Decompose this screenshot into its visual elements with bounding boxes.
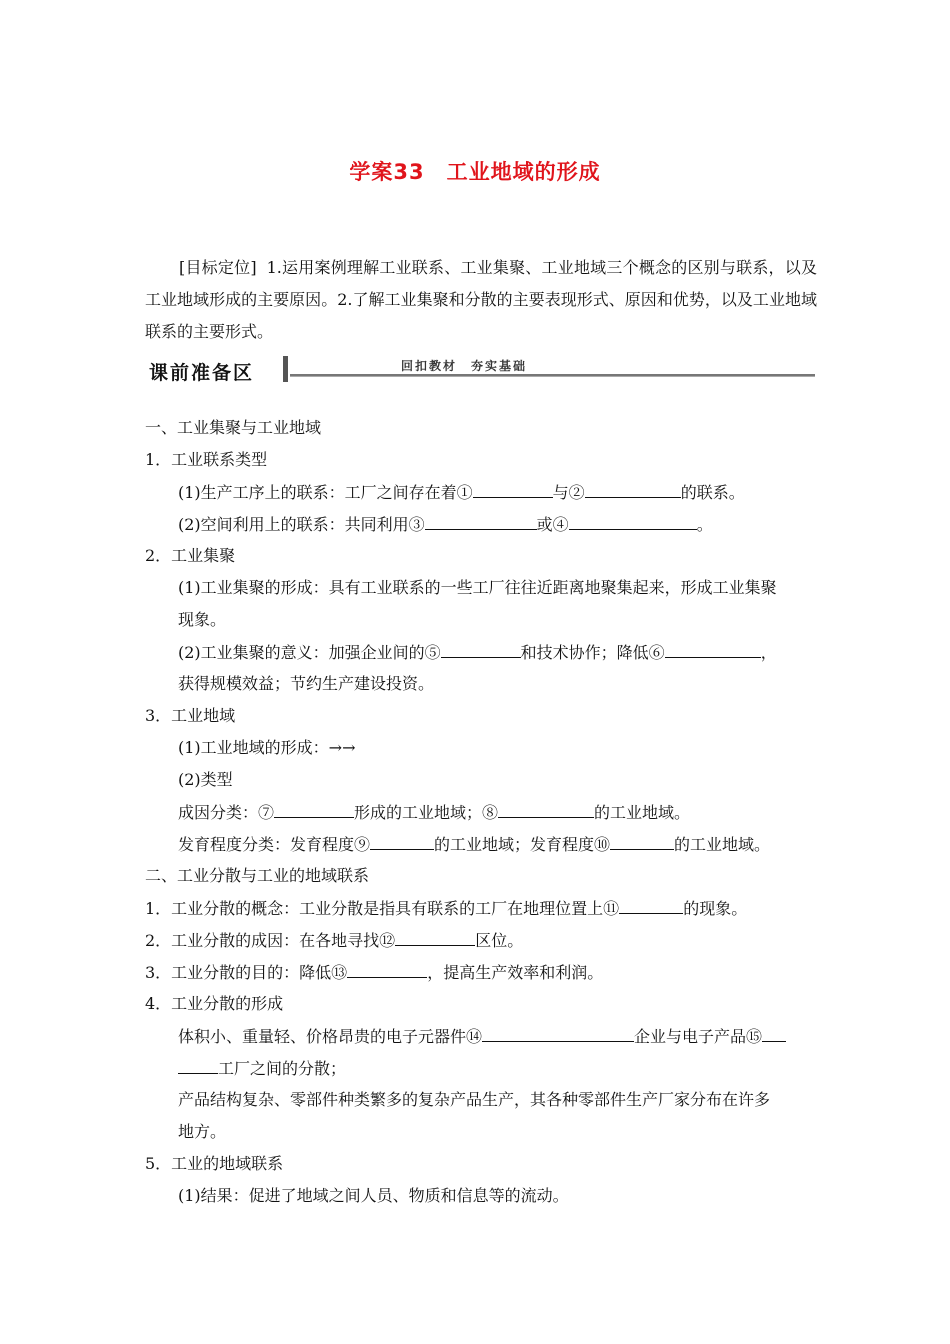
text-line: (1)工业地域的形成：→→ — [178, 738, 356, 757]
text-span: 形成的工业地域；⑧ — [354, 803, 499, 822]
text-span: 工厂之间的分散； — [218, 1059, 347, 1078]
learning-goals — [145, 252, 817, 348]
text-line — [145, 930, 523, 951]
text-line: (1)结果：促进了地域之间人员、物质和信息等的流动。 — [178, 1186, 569, 1205]
text-span: 与② — [552, 483, 585, 502]
text-span: 的工业地域；发育程度⑩ — [434, 835, 611, 854]
banner-box — [145, 356, 288, 382]
text-span: 企业与电子产品⑮ — [634, 1027, 763, 1046]
text-line: (2)类型 — [178, 770, 233, 789]
item-heading: 5．工业的地域联系 — [145, 1154, 284, 1173]
text-span: 3．工业分散的目的：降低⑬ — [145, 963, 348, 982]
item-heading: 2．工业集聚 — [145, 546, 236, 565]
answer-blank-12[interactable] — [395, 930, 475, 946]
section-heading-2: 二、工业分散与工业的地域联系 — [145, 866, 370, 885]
text-span: 。 — [696, 515, 713, 534]
text-line: (1)工业集聚的形成：具有工业联系的一些工厂往往近距离地聚集起来，形成工业集聚 — [178, 578, 777, 597]
text-line — [178, 514, 713, 535]
answer-blank-14[interactable] — [482, 1026, 634, 1042]
text-span: 成因分类：⑦ — [178, 803, 275, 822]
text-span: 的现象。 — [683, 899, 748, 918]
text-line — [178, 1058, 346, 1079]
section-heading-1: 一、工业集聚与工业地域 — [145, 418, 322, 437]
text-span: 的工业地域。 — [594, 803, 691, 822]
text-line: 地方。 — [178, 1122, 227, 1141]
answer-blank-5[interactable] — [441, 642, 521, 658]
goal-text: 1.运用案例理解工业联系、工业集聚、工业地域三个概念的区别与联系，以及工业地域形成的主要原因。2.了解工业集聚和分散的主要表现形式、原因和优势，以及工业地域联系的主要形式。 — [145, 258, 817, 341]
text-line: 现象。 — [178, 610, 227, 629]
text-span: 的联系。 — [680, 483, 745, 502]
item-heading: 3．工业地域 — [145, 706, 236, 725]
item-heading: 1．工业联系类型 — [145, 450, 268, 469]
text-span: (2)空间利用上的联系：共同利用③ — [178, 515, 425, 534]
text-span: 2．工业分散的成因：在各地寻找⑫ — [145, 931, 396, 950]
answer-blank-11[interactable] — [619, 898, 683, 914]
text-line: 产品结构复杂、零部件种类繁多的复杂产品生产，其各种零部件生产厂家分布在许多 — [178, 1090, 771, 1109]
answer-blank-15b[interactable] — [178, 1058, 218, 1074]
text-line — [178, 482, 745, 503]
answer-blank-4[interactable] — [569, 514, 697, 530]
text-line — [178, 642, 777, 663]
text-line — [178, 1026, 786, 1047]
text-span: 体积小、重量轻、价格昂贵的电子元器件⑭ — [178, 1027, 483, 1046]
text-span: ，提高生产效率和利润。 — [427, 963, 604, 982]
text-line — [145, 898, 747, 919]
answer-blank-10[interactable] — [610, 834, 674, 850]
answer-blank-3[interactable] — [425, 514, 537, 530]
text-span: 发育程度分类：发育程度⑨ — [178, 835, 371, 854]
text-span: (1)生产工序上的联系：工厂之间存在着① — [178, 483, 473, 502]
page-title: 学案33 工业地域的形成 — [349, 160, 601, 184]
text-span: 1．工业分散的概念：工业分散是指具有联系的工厂在地理位置上⑪ — [145, 899, 620, 918]
text-span: 区位。 — [475, 931, 524, 950]
answer-blank-6[interactable] — [665, 642, 761, 658]
answer-blank-1[interactable] — [473, 482, 553, 498]
answer-blank-15a[interactable] — [762, 1026, 786, 1042]
text-span: 和技术协作；降低⑥ — [520, 643, 665, 662]
answer-blank-8[interactable] — [498, 802, 594, 818]
text-span: 或④ — [536, 515, 569, 534]
banner-rule — [290, 374, 815, 377]
text-line: 获得规模效益；节约生产建设投资。 — [178, 674, 435, 693]
goal-tag: [目标定位] — [179, 258, 257, 277]
answer-blank-7[interactable] — [274, 802, 354, 818]
text-span: 的工业地域。 — [674, 835, 771, 854]
answer-blank-2[interactable] — [585, 482, 681, 498]
text-span: (2)工业集聚的意义：加强企业间的⑤ — [178, 643, 441, 662]
banner-subtitle: 回扣教材 夯实基础 — [401, 359, 528, 373]
text-span: ， — [760, 643, 777, 662]
text-line — [145, 962, 603, 983]
text-line — [178, 802, 690, 823]
banner-label: 课前准备区 — [149, 362, 255, 384]
answer-blank-9[interactable] — [370, 834, 434, 850]
section-banner — [145, 356, 815, 384]
text-line — [178, 834, 770, 855]
item-heading: 4．工业分散的形成 — [145, 994, 284, 1013]
answer-blank-13[interactable] — [347, 962, 427, 978]
